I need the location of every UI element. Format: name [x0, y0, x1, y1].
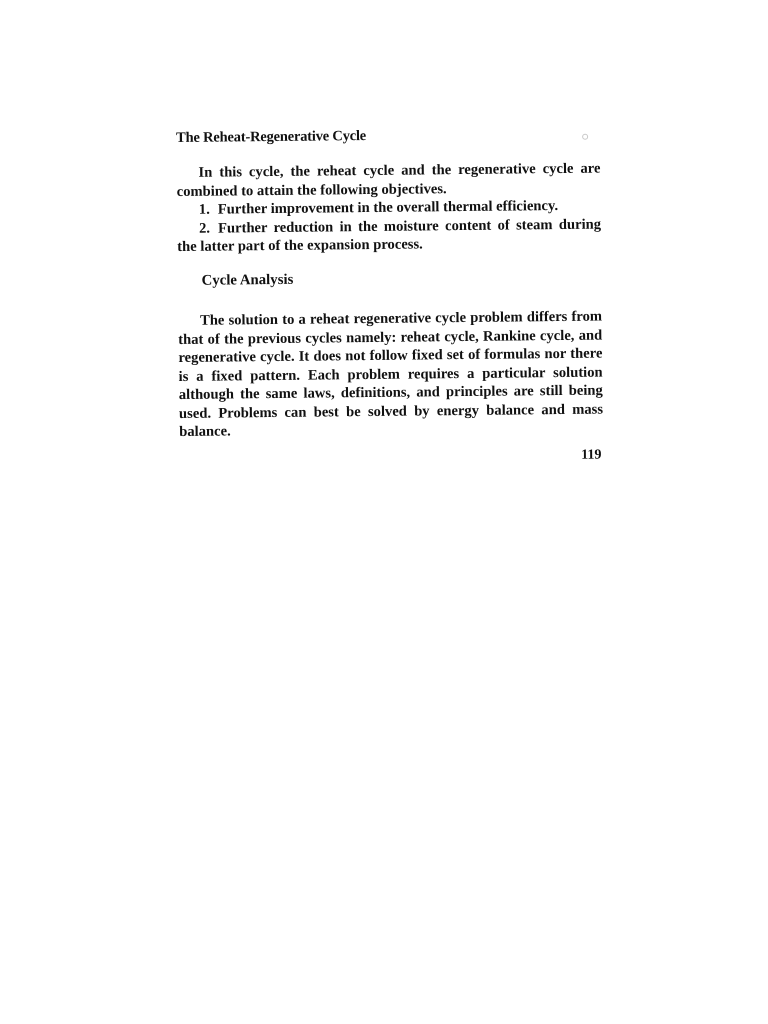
intro-paragraph: In this cycle, the reheat cycle and the regenerative cycle are combined to attain the following objectives. — [176, 160, 601, 200]
cycle-analysis-heading: Cycle Analysis — [201, 271, 294, 289]
objective-text: Further improvement in the overall thermal efficiency. — [217, 198, 559, 218]
intro-block — [176, 160, 601, 257]
objective-text: Further reduction in the moisture content of steam during the latter part of the expansion process. — [177, 216, 602, 255]
scanned-page — [176, 122, 606, 476]
analysis-paragraph: The solution to a reheat regenerative cycle problem differs from that of the previous cycles namely: reheat cycle, Rankine cycle, and regenerative cycle. It does not follow fixed set of formulas nor there is a fixed pattern. Each problem requires a particular solution although the same laws, definitions, and principles are still being used. Problems can best be solved by energy balance and mass balance. — [178, 308, 604, 440]
objective-item-2 — [177, 215, 601, 256]
objective-number: 1. — [198, 201, 210, 218]
page-number: 119 — [581, 447, 602, 463]
analysis-block — [178, 308, 603, 442]
scan-artifact-mark — [582, 134, 588, 140]
objective-number: 2. — [198, 220, 211, 237]
section-title: The Reheat-Regenerative Cycle — [176, 128, 367, 146]
